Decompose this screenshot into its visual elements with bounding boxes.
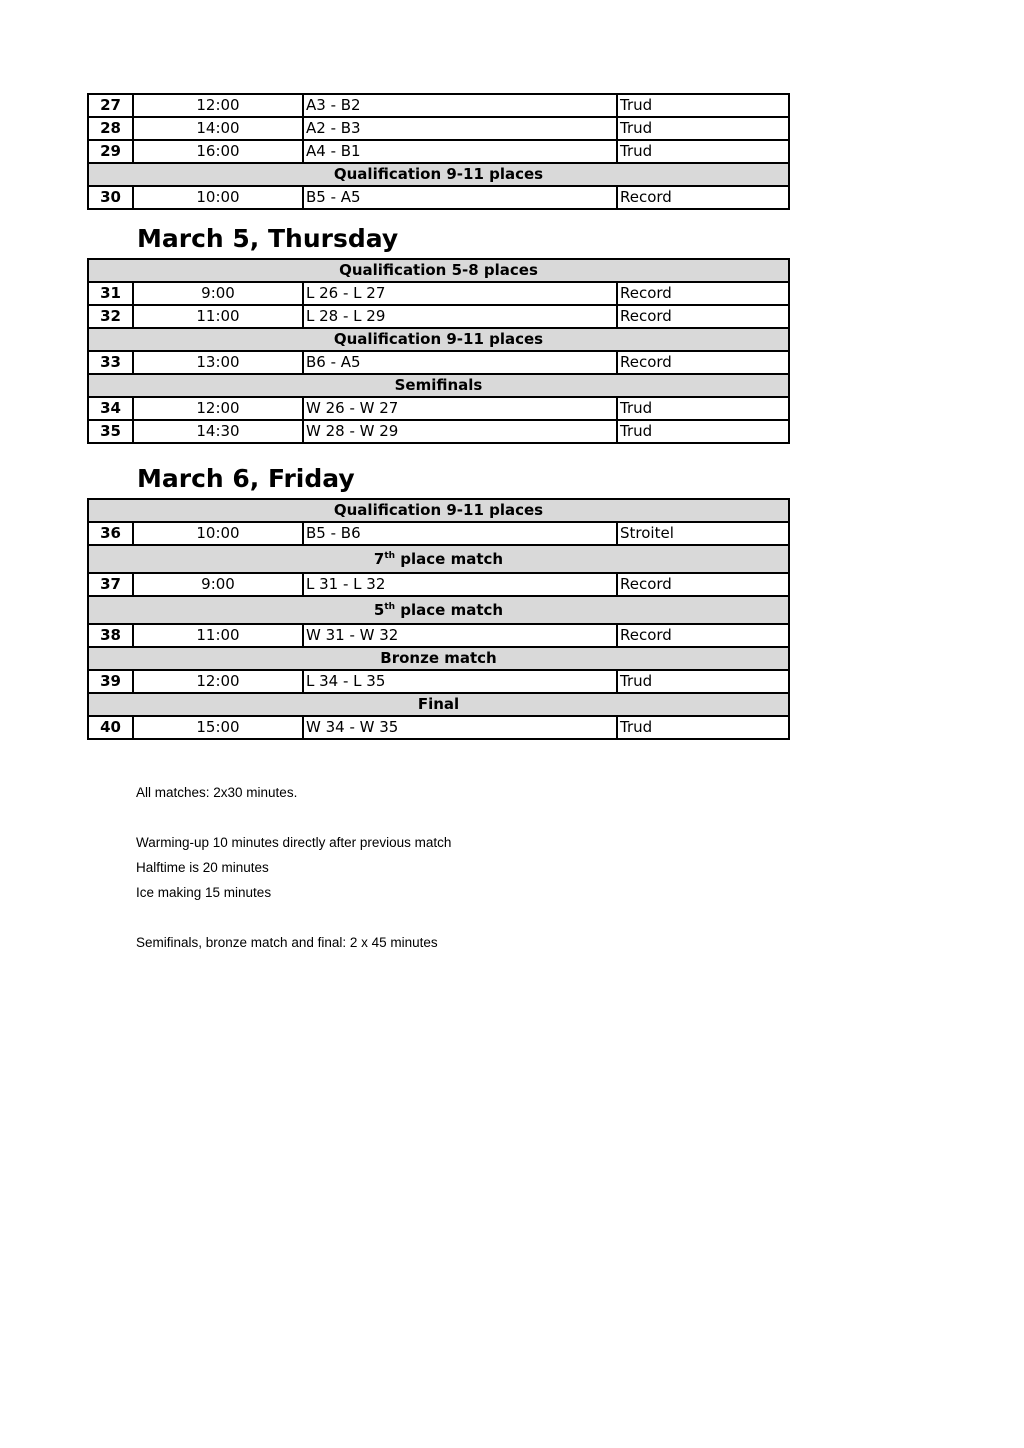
match-teams: B6 - A5 [303,351,617,374]
match-venue: Record [617,351,789,374]
section-header-row [88,693,789,716]
day-heading-march-6: March 6, Friday [137,464,355,493]
match-teams: W 28 - W 29 [303,420,617,443]
match-time: 12:00 [133,94,303,117]
match-venue: Trud [617,716,789,739]
match-row [88,305,789,328]
section-ordinal-suffix: th [384,551,396,561]
section-label: place match [395,601,504,619]
match-number: 27 [88,94,133,117]
section-ordinal-suffix: th [384,602,396,612]
match-number: 34 [88,397,133,420]
match-row [88,140,789,163]
schedule-table-1 [87,93,790,210]
match-number: 33 [88,351,133,374]
match-number: 39 [88,670,133,693]
match-row [88,670,789,693]
match-number: 35 [88,420,133,443]
match-number: 36 [88,522,133,545]
schedule-table-2 [87,258,790,444]
match-venue: Trud [617,670,789,693]
schedule-table-3 [87,498,790,740]
match-teams: W 34 - W 35 [303,716,617,739]
match-number: 38 [88,624,133,647]
match-row [88,716,789,739]
match-time: 12:00 [133,670,303,693]
match-number: 28 [88,117,133,140]
match-number: 32 [88,305,133,328]
section-label: Qualification 9-11 places [333,330,544,348]
section-label: Final [417,695,460,713]
section-header [88,693,789,716]
match-time: 14:00 [133,117,303,140]
match-row [88,117,789,140]
match-time: 9:00 [133,282,303,305]
match-venue: Record [617,305,789,328]
match-venue: Trud [617,117,789,140]
match-teams: B5 - B6 [303,522,617,545]
match-venue: Record [617,282,789,305]
match-time: 13:00 [133,351,303,374]
note-halftime: Halftime is 20 minutes [136,860,269,875]
match-time: 10:00 [133,186,303,209]
match-row [88,186,789,209]
match-teams: W 26 - W 27 [303,397,617,420]
match-teams: A3 - B2 [303,94,617,117]
section-header [88,647,789,670]
match-teams: B5 - A5 [303,186,617,209]
section-label: Qualification 5-8 places [339,261,538,279]
match-teams: A4 - B1 [303,140,617,163]
match-time: 11:00 [133,624,303,647]
section-header [88,596,789,624]
section-header [88,259,789,282]
match-row [88,522,789,545]
note-final-duration: Semifinals, bronze match and final: 2 x 45 minutes [136,935,438,950]
match-teams: A2 - B3 [303,117,617,140]
match-row [88,282,789,305]
section-header [88,545,789,573]
match-row [88,573,789,596]
match-teams: L 34 - L 35 [303,670,617,693]
match-row [88,351,789,374]
match-time: 12:00 [133,397,303,420]
match-time: 10:00 [133,522,303,545]
section-header-row [88,545,789,573]
section-header [88,374,789,397]
section-header-row [88,499,789,522]
match-time: 11:00 [133,305,303,328]
rules-notes [136,780,451,955]
section-label: Qualification 9-11 places [333,165,544,183]
match-venue: Trud [617,420,789,443]
match-venue: Trud [617,397,789,420]
section-header [88,499,789,522]
note-warming-up: Warming-up 10 minutes directly after previous match [136,835,452,850]
match-number: 37 [88,573,133,596]
section-header-row [88,374,789,397]
match-teams: L 26 - L 27 [303,282,617,305]
section-header-row [88,596,789,624]
section-ordinal: 5 [373,601,385,619]
section-header [88,163,789,186]
section-label: place match [395,550,504,568]
match-teams: W 31 - W 32 [303,624,617,647]
section-header-row [88,647,789,670]
match-row [88,420,789,443]
match-venue: Record [617,186,789,209]
note-ice-making: Ice making 15 minutes [136,885,272,900]
match-time: 14:30 [133,420,303,443]
note-match-duration: All matches: 2x30 minutes. [136,785,298,800]
match-row [88,624,789,647]
match-teams: L 31 - L 32 [303,573,617,596]
match-venue: Trud [617,94,789,117]
match-venue: Trud [617,140,789,163]
section-header [88,328,789,351]
day-heading-march-5: March 5, Thursday [137,224,399,253]
section-ordinal: 7 [373,550,385,568]
match-time: 9:00 [133,573,303,596]
match-venue: Stroitel [617,522,789,545]
section-label: Semifinals [394,376,483,394]
match-time: 16:00 [133,140,303,163]
section-header-row [88,259,789,282]
match-teams: L 28 - L 29 [303,305,617,328]
match-number: 30 [88,186,133,209]
match-row [88,94,789,117]
section-label: Qualification 9-11 places [333,501,544,519]
section-header-row [88,163,789,186]
match-row [88,397,789,420]
section-label: Bronze match [380,649,497,667]
match-number: 40 [88,716,133,739]
match-venue: Record [617,573,789,596]
match-number: 29 [88,140,133,163]
section-header-row [88,328,789,351]
match-venue: Record [617,624,789,647]
match-number: 31 [88,282,133,305]
match-time: 15:00 [133,716,303,739]
